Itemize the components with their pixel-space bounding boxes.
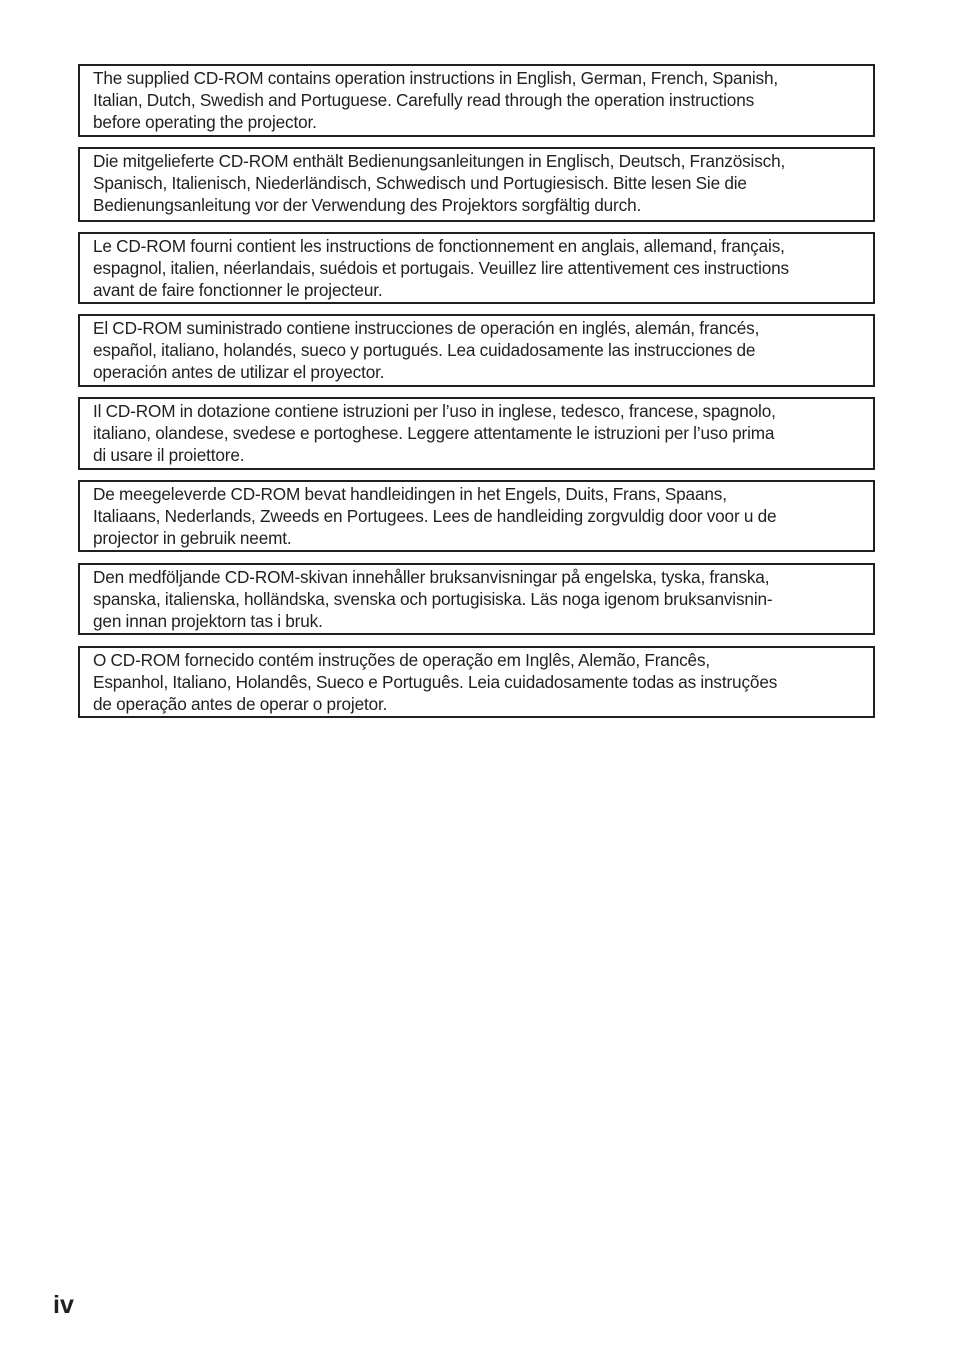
notice-english	[78, 64, 875, 137]
notice-line: español, italiano, holandés, sueco y portugués. Lea cuidadosamente las instrucciones de	[93, 339, 756, 360]
notice-line: espagnol, italien, néerlandais, suédois et portugais. Veuillez lire attentivement ces instructions	[93, 257, 789, 278]
notice-line: Italiaans, Nederlands, Zweeds en Portugees. Lees de handleiding zorgvuldig door voor u de	[93, 505, 777, 526]
page-number: iv	[53, 1291, 74, 1319]
notice-line: italiano, olandese, svedese e portoghese. Leggere attentamente le istruzioni per l’uso prima	[93, 422, 775, 443]
notice-line: Spanisch, Italienisch, Niederländisch, Schwedisch und Portugiesisch. Bitte lesen Sie die	[93, 172, 747, 193]
notice-line: Den medföljande CD-ROM-skivan innehåller bruksanvisningar på engelska, tyska, franska,	[93, 567, 770, 587]
notice-french	[78, 232, 875, 304]
notice-line: Italian, Dutch, Swedish and Portuguese. Carefully read through the operation instructions	[93, 89, 755, 110]
notice-dutch	[78, 480, 875, 552]
notice-line: spanska, italienska, holländska, svenska och portugisiska. Läs noga igenom bruksanvisnin-	[93, 588, 773, 609]
notice-line: El CD-ROM suministrado contiene instrucciones de operación en inglés, alemán, francés,	[93, 318, 760, 338]
notice-line: di usare il proiettore.	[93, 444, 245, 465]
notice-swedish	[78, 563, 875, 635]
notice-german	[78, 147, 875, 222]
notice-line: before operating the projector.	[93, 111, 317, 132]
notice-line: Le CD-ROM fourni contient les instructions de fonctionnement en anglais, allemand, français,	[93, 236, 785, 256]
notice-line: O CD-ROM fornecido contém instruções de operação em Inglês, Alemão, Francês,	[93, 650, 711, 670]
notice-line: Espanhol, Italiano, Holandês, Sueco e Português. Leia cuidadosamente todas as instruções	[93, 671, 778, 692]
notice-italian	[78, 397, 875, 470]
notice-line: Bedienungsanleitung vor der Verwendung des Projektors sorgfältig durch.	[93, 194, 642, 215]
notice-line: Die mitgelieferte CD-ROM enthält Bedienungsanleitungen in Englisch, Deutsch, Französisch,	[93, 151, 786, 171]
notice-spanish	[78, 314, 875, 387]
notice-line: de operação antes de operar o projetor.	[93, 693, 388, 714]
notice-line: operación antes de utilizar el proyector.	[93, 361, 385, 382]
notice-line: avant de faire fonctionner le projecteur.	[93, 279, 383, 300]
notice-line: Il CD-ROM in dotazione contiene istruzioni per l’uso in inglese, tedesco, francese, spagnolo,	[93, 401, 776, 421]
notice-line: projector in gebruik neemt.	[93, 527, 292, 548]
notice-portuguese	[78, 646, 875, 718]
notice-line: The supplied CD-ROM contains operation instructions in English, German, French, Spanish,	[93, 68, 778, 88]
notice-line: gen innan projektorn tas i bruk.	[93, 610, 323, 631]
notice-line: De meegeleverde CD-ROM bevat handleidingen in het Engels, Duits, Frans, Spaans,	[93, 484, 727, 504]
